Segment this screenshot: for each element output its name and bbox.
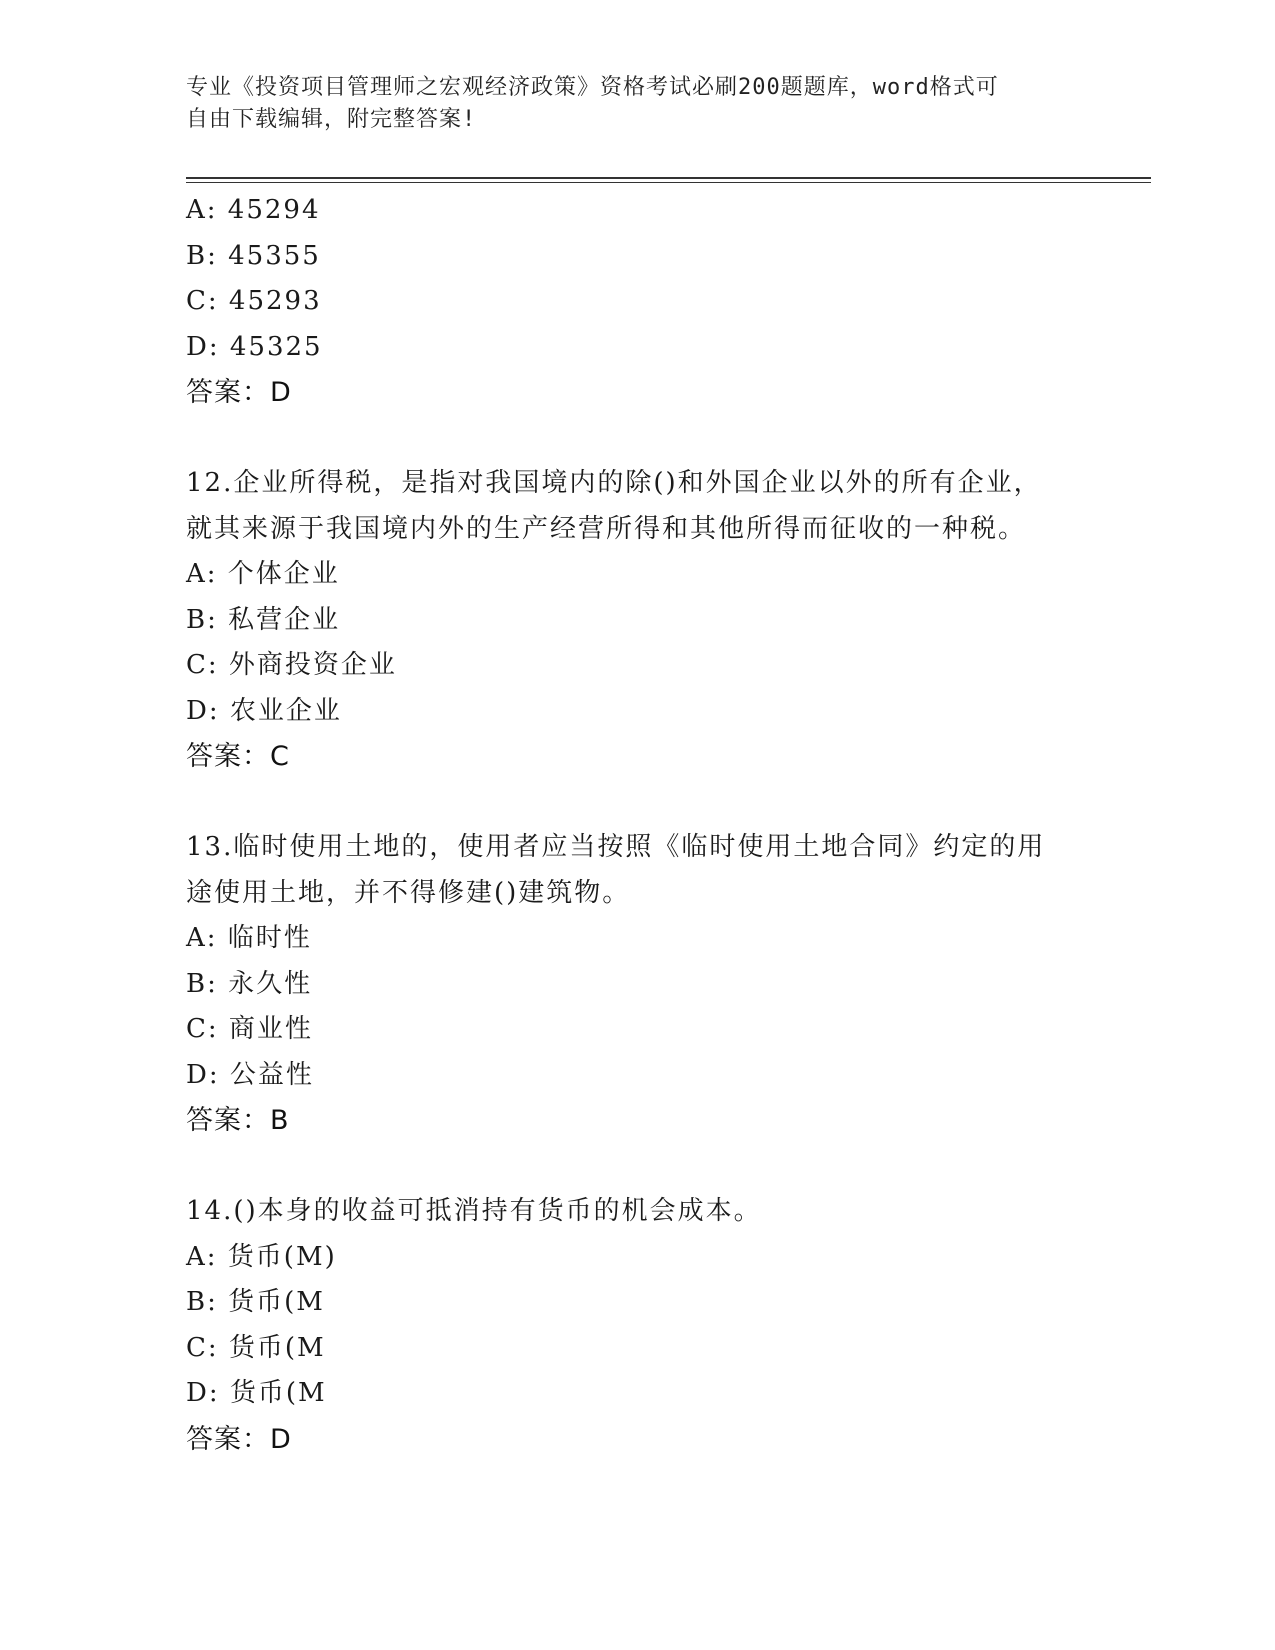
question-stem: 14.()本身的收益可抵消持有货币的机会成本。 bbox=[186, 1196, 762, 1226]
option-c: C: 商业性 bbox=[186, 1014, 313, 1044]
answer-line: 答案：C bbox=[186, 741, 290, 772]
option-c: C: 45293 bbox=[186, 286, 322, 316]
option-a: A: 45294 bbox=[186, 195, 321, 225]
option-b: B: 货币(M bbox=[186, 1287, 325, 1317]
question-block-12 bbox=[186, 461, 1086, 780]
option-a: A: 货币(M) bbox=[186, 1241, 337, 1272]
header-divider-thin bbox=[186, 182, 1151, 183]
question-stem: 13.临时使用土地的，使用者应当按照《临时使用土地合同》约定的用途使用土地，并不得修建()建筑物。 bbox=[186, 832, 1046, 908]
header-line-1: 专业《投资项目管理师之宏观经济政策》资格考试必刷200题题库，word格式可 bbox=[186, 75, 999, 100]
option-b: B: 45355 bbox=[186, 240, 321, 271]
question-stem: 12.企业所得税，是指对我国境内的除()和外国企业以外的所有企业，就其来源于我国境内外的生产经营所得和其他所得而征收的一种税。 bbox=[186, 468, 1042, 544]
spacer bbox=[186, 416, 1086, 462]
option-a: A: 个体企业 bbox=[186, 559, 340, 589]
question-block-11 bbox=[186, 188, 1086, 416]
spacer bbox=[186, 1144, 1086, 1190]
answer-line: 答案：D bbox=[186, 1423, 292, 1455]
option-d: D: 45325 bbox=[186, 331, 323, 362]
option-c: C: 货币(M bbox=[186, 1332, 326, 1363]
option-d: D: 农业企业 bbox=[186, 695, 342, 726]
option-a: A: 临时性 bbox=[186, 923, 312, 953]
question-block-13 bbox=[186, 825, 1086, 1144]
header-line-2: 自由下载编辑，附完整答案! bbox=[186, 107, 477, 132]
document-header bbox=[186, 72, 1086, 136]
question-list bbox=[186, 188, 1086, 1462]
spacer bbox=[186, 780, 1086, 826]
header-divider-thick bbox=[186, 177, 1151, 179]
option-b: B: 永久性 bbox=[186, 968, 313, 999]
question-block-14 bbox=[186, 1189, 1086, 1462]
option-d: D: 货币(M bbox=[186, 1378, 327, 1408]
option-d: D: 公益性 bbox=[186, 1059, 314, 1090]
answer-line: 答案：D bbox=[186, 377, 292, 408]
option-b: B: 私营企业 bbox=[186, 604, 341, 635]
answer-line: 答案：B bbox=[186, 1105, 290, 1136]
option-c: C: 外商投资企业 bbox=[186, 650, 397, 680]
